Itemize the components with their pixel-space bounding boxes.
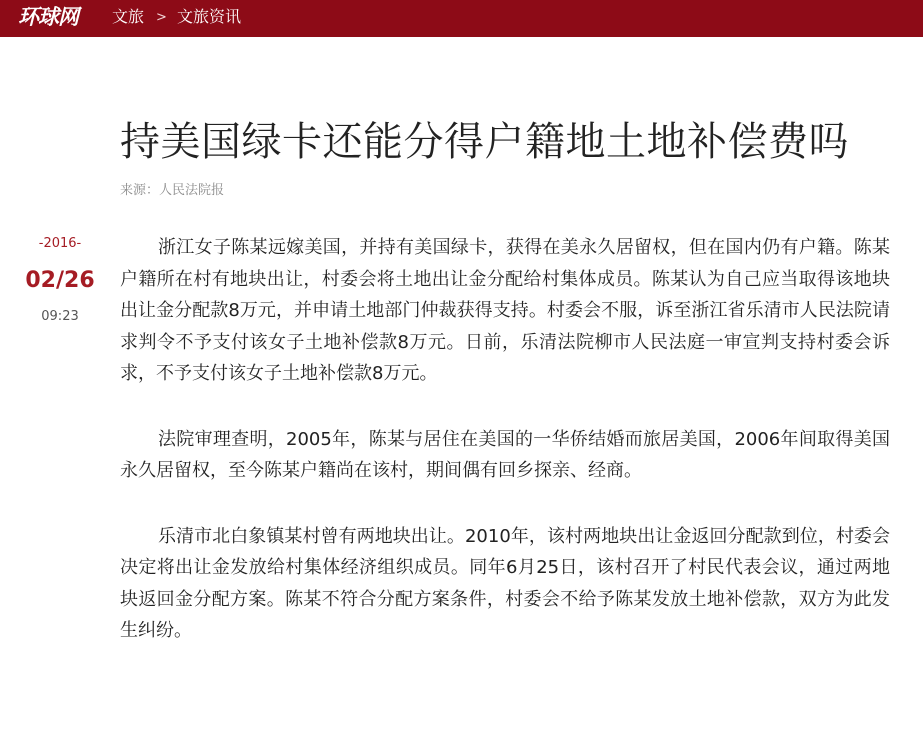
breadcrumb-culture-tourism[interactable]: 文旅 (112, 7, 145, 26)
article-source: 来源：人民法院报 (120, 183, 225, 198)
breadcrumb-separator: > (156, 10, 167, 25)
top-navigation-bar (0, 0, 923, 37)
breadcrumb-culture-tourism-news[interactable]: 文旅资讯 (177, 7, 242, 26)
publish-time: 09:23 (41, 309, 79, 324)
article-paragraph: 乐清市北白象镇某村曾有两地块出让。2010年，该村两地块出让金返回分配款到位，村委会决定将出让金发放给村集体经济组织成员。同年6月25日，该村召开了村民代表会议，通过两地块返回金分配方案。陈某不符合分配方案条件，村委会不给予陈某发放土地补偿款，双方为此发生纠纷。 (120, 525, 890, 641)
article-body (120, 232, 890, 681)
article-paragraph: 浙江女子陈某远嫁美国，并持有美国绿卡，获得在美永久居留权，但在国内仍有户籍。陈某户籍所在村有地块出让，村委会将土地出让金分配给村集体成员。陈某认为自己应当取得该地块出让金分配款8万元，并申请土地部门仲裁获得支持。村委会不服，诉至浙江省乐清市人民法院请求判令不予支付该女子土地补偿款8万元。日前，乐清法院柳市人民法庭一审宣判支持村委会诉求，不予支付该女子土地补偿款8万元。 (120, 237, 890, 384)
article-title: 持美国绿卡还能分得户籍地土地补偿费吗 (120, 118, 849, 165)
article-paragraph: 法院审理查明，2005年，陈某与居住在美国的一华侨结婚而旅居美国，2006年间取得美国永久居留权，至今陈某户籍尚在该村，期间偶有回乡探亲、经商。 (120, 428, 890, 481)
site-logo[interactable]: 环球网 (18, 5, 78, 29)
publish-year: -2016- (38, 236, 82, 251)
publish-date: 02/26 (25, 268, 95, 293)
